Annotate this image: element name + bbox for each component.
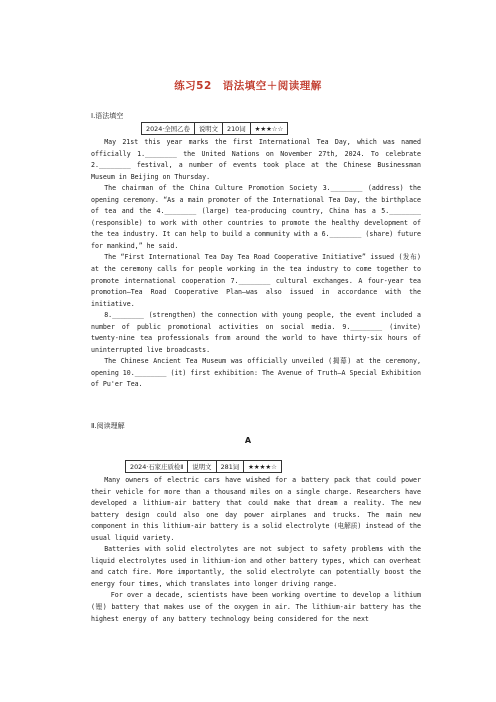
paragraph: The “First International Tea Day Tea Road Cooperative Initiative” issued (发布) at the ceremony calls for people working in the tea industry to come together to promote international cooperation 7.________ cultural exchanges. A four-year tea promotion—Tea Road Cooperative Plan—was also issued in accordance with the initiative. [91,253,421,308]
word-count-cell: 210词 [223,123,251,135]
section-heading-reading: Ⅱ.阅读理解 [91,422,125,430]
info-table-reading [125,460,282,473]
grammar-passage [91,137,421,391]
genre-cell: 说明文 [188,461,216,473]
passage-label: A [244,436,252,445]
source-cell: 2024·全国乙卷 [142,123,195,135]
info-table-grammar [141,122,288,135]
genre-cell: 说明文 [194,123,222,135]
page-title: 练习52 语法填空＋阅读理解 [174,80,322,92]
word-count-cell: 281词 [216,461,244,473]
paragraph: 8.________ (strengthen) the connection with young people, the event included a number of public promotional activities on social media. 9.________ (invite) twenty-nine tea professionals from around the world to have thirty-six hours of uninterrupted live broadcasts. [91,311,421,354]
source-cell: 2024·石家庄质检Ⅱ [126,461,188,473]
paragraph: The Chinese Ancient Tea Museum was officially unveiled (揭幕) at the ceremony, opening 10.________ (it) first exhibition: The Avenue of Truth—A Special Exhibition of Pu'er Tea. [91,357,421,389]
paragraph: Many owners of electric cars have wished for a battery pack that could power their vehicle for more than a thousand miles on a single charge. Researchers have developed a lithium-air battery that could make that dream a reality. The new battery design could also one day power airplanes and trucks. The main new component in this lithium-air battery is a solid electrolyte (电解质) instead of the usual liquid variety. [91,476,421,542]
difficulty-cell: ★★★★☆ [244,461,282,473]
difficulty-cell: ★★★☆☆ [250,123,288,135]
paragraph: The chairman of the China Culture Promotion Society 3.________ (address) the opening ceremony. “As a main promoter of the International Tea Day, the birthplace of tea and the 4.________ (large) tea-producing country, China has a 5.________ (responsible) to work with other countries to promote the healthy development of the tea industry. It can help to build a community with a 6.________ (share) future for mankind,” he said. [91,184,421,250]
reading-passage [91,475,421,625]
section-heading-grammar: Ⅰ.语法填空 [91,112,124,120]
paragraph: May 21st this year marks the first International Tea Day, which was named officially 1.________ the United Nations on November 27th, 2024. To celebrate 2.________ festival, a number of events took place at the Chinese Businessman Museum in Beijing on Thursday. [91,138,421,181]
paragraph: Batteries with solid electrolytes are not subject to safety problems with the liquid electrolytes used in lithium-ion and other battery types, which can overheat and catch fire. More importantly, the solid electrolyte can potentially boost the energy four times, which translates into longer driving range. [91,545,421,588]
paragraph: For over a decade, scientists have been working overtime to develop a lithium (锂) battery that makes use of the oxygen in air. The lithium-air battery has the highest energy of any battery technology being considered for the next [91,591,421,623]
